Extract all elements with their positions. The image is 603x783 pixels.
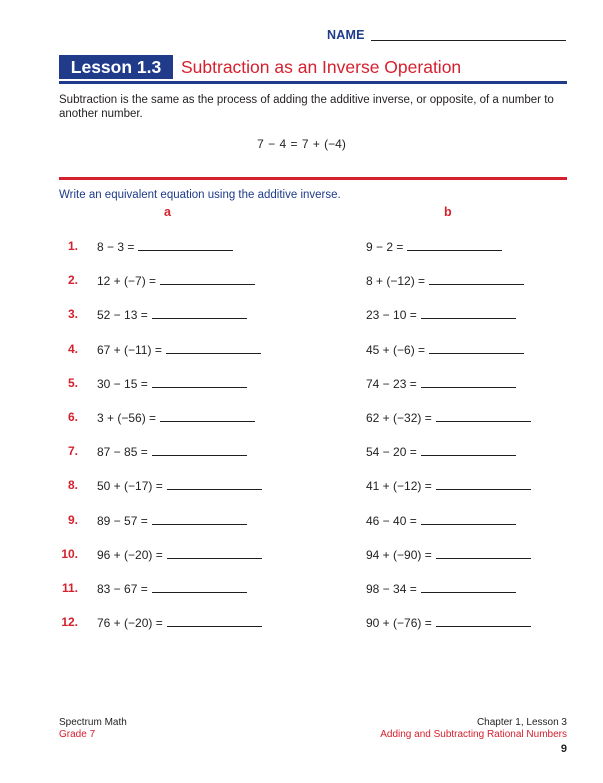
problem-expression: 52 − 13 =	[97, 308, 148, 323]
footer-left	[59, 717, 127, 741]
problem-b	[366, 272, 524, 289]
lesson-title: Subtraction as an Inverse Operation	[181, 57, 462, 77]
answer-blank[interactable]	[436, 409, 531, 422]
page-number: 9	[560, 743, 567, 755]
answer-blank[interactable]	[152, 443, 247, 456]
name-label: NAME	[327, 28, 365, 42]
problem-number: 3.	[67, 307, 78, 322]
example-equation: 7 − 4 = 7 + (−4)	[257, 137, 346, 151]
problem-row	[0, 512, 603, 528]
answer-blank[interactable]	[160, 409, 255, 422]
problem-expression: 3 + (−56) =	[97, 411, 157, 425]
problem-b	[366, 443, 516, 460]
problem-expression: 50 + (−17) =	[97, 479, 163, 494]
answer-blank[interactable]	[407, 238, 502, 251]
problem-number: 9.	[67, 512, 78, 527]
problem-number: 7.	[67, 444, 78, 459]
problem-expression: 83 − 67 =	[97, 582, 148, 596]
problem-b	[366, 306, 516, 323]
problem-row	[0, 238, 603, 254]
name-field-line[interactable]	[371, 40, 566, 41]
problem-expression: 30 − 15 =	[97, 376, 148, 391]
problem-a	[97, 272, 255, 289]
problem-number: 4.	[67, 341, 78, 356]
problem-a	[97, 512, 247, 529]
problem-expression: 41 + (−12) =	[366, 479, 432, 494]
answer-blank[interactable]	[436, 546, 531, 559]
problem-row	[0, 341, 603, 357]
problem-b	[366, 614, 531, 631]
problem-number: 6.	[67, 410, 78, 424]
intro-text: Subtraction is the same as the process of adding the additive inverse, or opposite, of a number to another number.	[59, 94, 554, 120]
problem-row	[0, 546, 603, 562]
problem-b	[366, 580, 516, 597]
problem-number: 11.	[61, 581, 78, 595]
problem-row	[0, 443, 603, 459]
footer-chapter: Chapter 1, Lesson 3	[476, 717, 567, 728]
problem-row	[0, 580, 603, 596]
problem-expression: 89 − 57 =	[97, 513, 148, 528]
problem-number: 8.	[67, 478, 78, 493]
section-divider	[59, 177, 567, 180]
answer-blank[interactable]	[152, 306, 247, 319]
answer-blank[interactable]	[160, 272, 255, 285]
problem-number: 1.	[67, 239, 78, 253]
problem-b	[366, 477, 531, 494]
problem-expression: 62 + (−32) =	[366, 411, 432, 425]
answer-blank[interactable]	[436, 614, 531, 627]
problem-expression: 87 − 85 =	[97, 445, 148, 460]
problem-expression: 74 − 23 =	[366, 376, 417, 391]
problem-expression: 54 − 20 =	[366, 445, 417, 460]
problem-expression: 8 + (−12) =	[366, 274, 426, 289]
problem-a	[97, 443, 247, 460]
problem-expression: 96 + (−20) =	[97, 547, 163, 562]
problem-b	[366, 409, 531, 426]
answer-blank[interactable]	[166, 341, 261, 354]
lesson-badge: Lesson 1.3	[59, 55, 173, 79]
column-header-a: a	[164, 205, 171, 219]
problem-a	[97, 238, 233, 255]
problem-b	[366, 238, 502, 255]
answer-blank[interactable]	[138, 238, 233, 251]
problem-expression: 94 + (−90) =	[366, 547, 432, 562]
answer-blank[interactable]	[421, 443, 516, 456]
footer-chapter-title: Adding and Subtracting Rational Numbers	[380, 729, 567, 740]
answer-blank[interactable]	[421, 306, 516, 319]
column-header-b: b	[444, 205, 452, 219]
directions: Write an equivalent equation using the additive inverse.	[59, 189, 341, 201]
problem-expression: 8 − 3 =	[97, 240, 135, 254]
problem-row	[0, 477, 603, 493]
problem-number: 10.	[61, 546, 78, 561]
footer-book-title: Spectrum Math	[59, 717, 127, 728]
problem-a	[97, 306, 247, 323]
problem-a	[97, 409, 255, 426]
problem-row	[0, 272, 603, 288]
answer-blank[interactable]	[421, 580, 516, 593]
problem-a	[97, 477, 262, 494]
answer-blank[interactable]	[152, 375, 247, 388]
problem-b	[366, 512, 516, 529]
footer-grade: Grade 7	[59, 729, 96, 740]
answer-blank[interactable]	[167, 546, 262, 559]
problem-expression: 46 − 40 =	[366, 513, 417, 528]
problem-number: 2.	[67, 273, 78, 288]
problem-a	[97, 375, 247, 392]
problem-expression: 98 − 34 =	[366, 582, 417, 596]
problem-row	[0, 306, 603, 322]
title-divider	[59, 81, 567, 84]
problem-a	[97, 341, 261, 358]
problem-expression: 23 − 10 =	[366, 308, 417, 323]
problem-expression: 76 + (−20) =	[97, 616, 163, 631]
problem-a	[97, 580, 247, 597]
problem-expression: 9 − 2 =	[366, 240, 404, 254]
problem-number: 5.	[67, 375, 78, 390]
answer-blank[interactable]	[152, 512, 247, 525]
answer-blank[interactable]	[167, 477, 262, 490]
problem-expression: 45 + (−6) =	[366, 342, 426, 357]
problem-b	[366, 341, 524, 358]
problem-row	[0, 409, 603, 425]
answer-blank[interactable]	[429, 341, 524, 354]
answer-blank[interactable]	[436, 477, 531, 490]
problem-expression: 90 + (−76) =	[366, 616, 432, 631]
problem-b	[366, 546, 531, 563]
problem-expression: 67 + (−11) =	[97, 342, 162, 357]
problem-a	[97, 546, 262, 563]
footer-right	[380, 717, 567, 741]
answer-blank[interactable]	[421, 375, 516, 388]
problem-row	[0, 614, 603, 630]
problem-a	[97, 614, 262, 631]
problem-b	[366, 375, 516, 392]
problem-number: 12.	[61, 615, 78, 630]
answer-blank[interactable]	[421, 512, 516, 525]
answer-blank[interactable]	[152, 580, 247, 593]
answer-blank[interactable]	[167, 614, 262, 627]
problem-row	[0, 375, 603, 391]
answer-blank[interactable]	[429, 272, 524, 285]
problem-expression: 12 + (−7) =	[97, 274, 157, 289]
